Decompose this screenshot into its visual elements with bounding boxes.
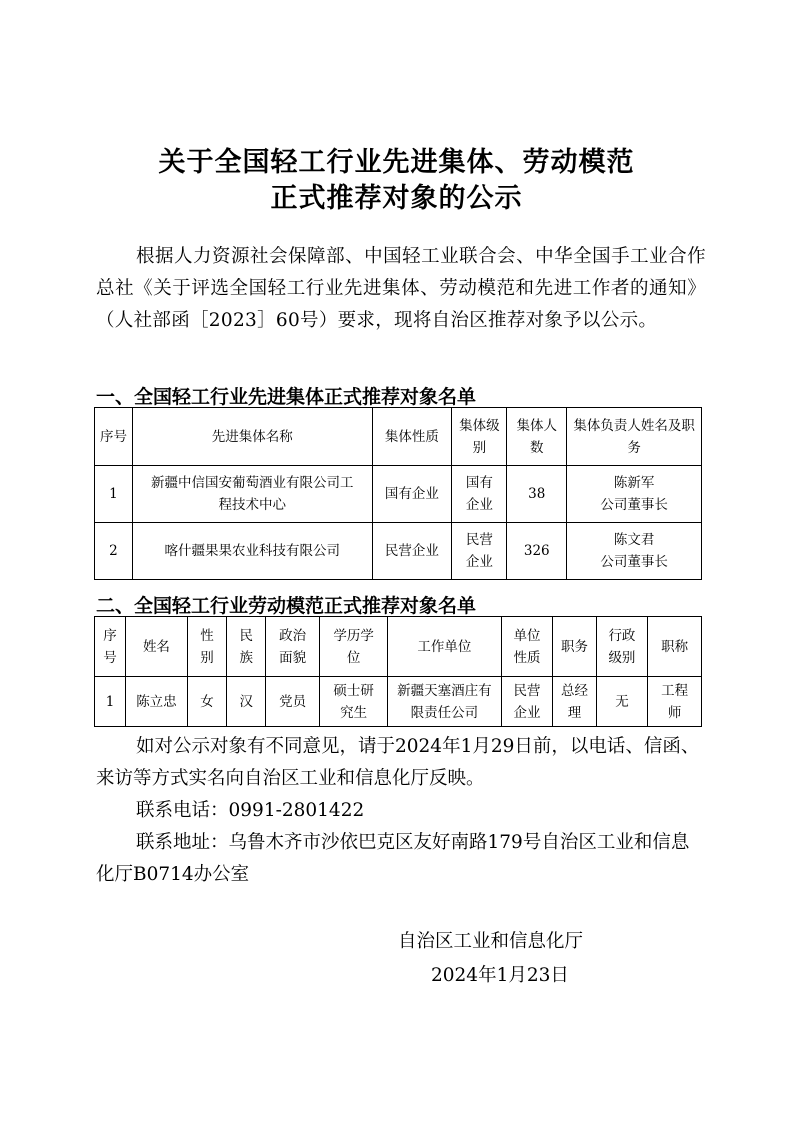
- table-row: [95, 466, 702, 523]
- table-cell: 工程师: [648, 677, 702, 727]
- section2-heading: 二、全国轻工行业劳动模范正式推荐对象名单: [96, 595, 477, 617]
- collective-table: [94, 407, 702, 580]
- table-cell: 国有企业: [452, 466, 507, 523]
- table-cell: [567, 466, 702, 523]
- signature-org: 自治区工业和信息化厅: [398, 931, 584, 952]
- table-cell: 喀什疆果果农业科技有限公司: [132, 523, 372, 580]
- header-cell: 民族: [227, 617, 266, 677]
- model-worker-table: [94, 616, 702, 727]
- header-cell: 职称: [648, 617, 702, 677]
- leader-title: 公司董事长: [600, 554, 668, 570]
- header-cell: 行政级别: [596, 617, 648, 677]
- contact-address-line: [96, 827, 706, 891]
- table-cell: 硕士研究生: [320, 677, 388, 727]
- table-cell: 党员: [266, 677, 320, 727]
- header-cell: 工作单位: [388, 617, 502, 677]
- leader-name: 陈新军: [613, 475, 655, 491]
- table-row: [95, 523, 702, 580]
- table-cell: 无: [596, 677, 648, 727]
- page-title-line1: 关于全国轻工行业先进集体、劳动模范: [158, 147, 635, 178]
- table-cell: 新疆中信国安葡萄酒业有限公司工程技术中心: [132, 466, 372, 523]
- table-cell: [567, 523, 702, 580]
- header-cell: 性别: [187, 617, 226, 677]
- table-cell: 汉: [227, 677, 266, 727]
- header-cell: 姓名: [125, 617, 187, 677]
- section1-heading: 一、全国轻工行业先进集体正式推荐对象名单: [96, 386, 477, 408]
- signature-date: 2024年1月23日: [431, 965, 569, 986]
- header-cell: 集体负责人姓名及职务: [567, 408, 702, 466]
- table-cell: 民营企业: [372, 523, 452, 580]
- table-cell: 女: [187, 677, 226, 727]
- intro-paragraph: 根据人力资源社会保障部、中国轻工业联合会、中华全国手工业合作总社《关于评选全国轻工行业先进集体、劳动模范和先进工作者的通知》（人社部函［2023］60号）要求，现将自治区推荐对象予以公示。: [96, 246, 706, 331]
- table-header-row: [95, 617, 702, 677]
- table-header-row: [95, 408, 702, 466]
- table-cell: 1: [95, 677, 126, 727]
- header-cell: 先进集体名称: [132, 408, 372, 466]
- header-cell: 学历学位: [320, 617, 388, 677]
- table-cell: 总经理: [553, 677, 596, 727]
- header-cell: 单位性质: [501, 617, 553, 677]
- table-cell: 新疆天塞酒庄有限责任公司: [388, 677, 502, 727]
- header-cell: 序号: [95, 617, 126, 677]
- leader-title: 公司董事长: [600, 497, 668, 513]
- header-cell: 序号: [95, 408, 133, 466]
- contact-address: 乌鲁木齐市沙依巴克区友好南路179号自治区工业和信息化厅B0714办公室: [96, 832, 690, 885]
- header-cell: 集体级别: [452, 408, 507, 466]
- header-cell: 政治面貌: [266, 617, 320, 677]
- page-title-line2: 正式推荐对象的公示: [270, 183, 523, 214]
- contact-phone: 0991-2801422: [228, 800, 365, 821]
- table-cell: 国有企业: [372, 466, 452, 523]
- table-cell: 326: [507, 523, 567, 580]
- header-cell: 集体人数: [507, 408, 567, 466]
- table-cell: 民营企业: [452, 523, 507, 580]
- header-cell: 职务: [553, 617, 596, 677]
- contact-phone-line: [96, 795, 706, 827]
- header-cell: 集体性质: [372, 408, 452, 466]
- contact-phone-label: 联系电话：: [136, 800, 229, 821]
- leader-name: 陈文君: [613, 532, 655, 548]
- table-cell: 2: [95, 523, 133, 580]
- contact-address-label: 联系地址：: [136, 832, 229, 853]
- notice-paragraph: 如对公示对象有不同意见，请于2024年1月29日前，以电话、信函、来访等方式实名向自治区工业和信息化厅反映。: [96, 736, 700, 789]
- table-cell: 38: [507, 466, 567, 523]
- table-cell: 陈立忠: [125, 677, 187, 727]
- table-cell: 1: [95, 466, 133, 523]
- table-cell: 民营企业: [501, 677, 553, 727]
- table-row: [95, 677, 702, 727]
